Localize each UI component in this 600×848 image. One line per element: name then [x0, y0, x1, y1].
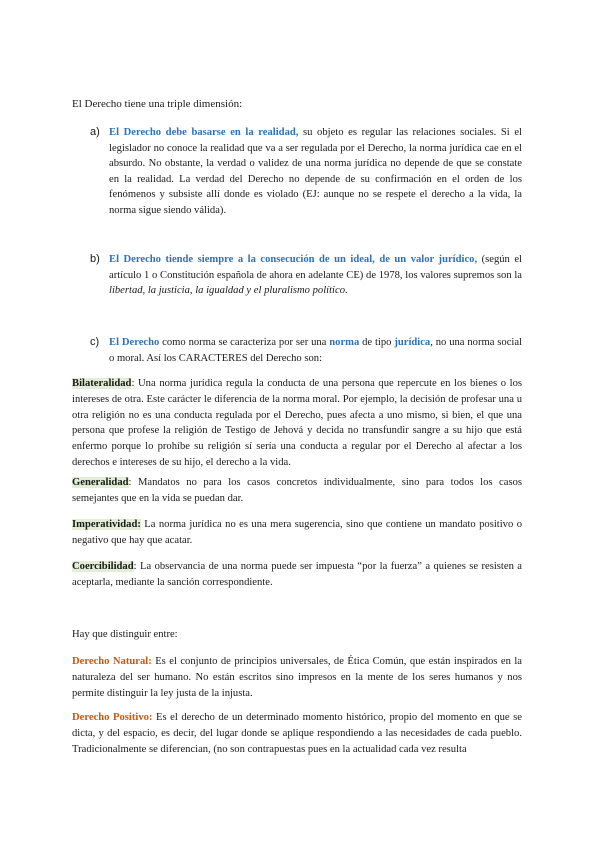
- intro-text: El Derecho tiene una triple dimensión:: [72, 98, 243, 110]
- list-marker: c): [90, 336, 100, 348]
- item-keyword: norma: [329, 337, 360, 348]
- item-text: (según el artículo 1 o Constitución española de ahora en adelante CE) de 1978, los valores supremos son la: [109, 254, 522, 281]
- distinguir-text: Hay que distinguir entre:: [72, 629, 178, 640]
- caracter-text: La norma jurídica no es una mera sugerencia, sino que contiene un mandato positivo o negativo que hay que acatar.: [72, 519, 522, 546]
- caracter-term: Generalidad: [72, 477, 129, 488]
- item-text: su objeto es regular las relaciones sociales. Si el legislador no conoce la realidad que va a ser regulada por el Derecho, la norma jurídica cae en el absurdo. No obstante, la verdad o validez de una norma jurídica no depende de que se constate en la realidad. La verdad del Derecho no depende de su confirmación en el orden de los fenómenos y subsiste allí donde es violado (EJ: aunque no se respete el derecho a la vida, la norma sigue siendo válida).: [109, 127, 522, 216]
- list-marker: a): [90, 126, 100, 138]
- list-item-b: [90, 252, 522, 299]
- tipo-term: Derecho Positivo:: [72, 712, 153, 723]
- tipo-text: Es el derecho de un determinado momento histórico, propio del momento en que se dicta, y del espacio, es decir, del lugar donde se aplique respondiendo a las necesidades de cada pueblo. Tradicionalmente se diferencian, (no son contrapuestas pues en la actualidad cada vez resulta: [72, 712, 523, 755]
- caracter-coercibilidad: [72, 559, 522, 591]
- item-lead: El Derecho debe basarse en la realidad,: [109, 127, 299, 138]
- caracter-imperatividad: [72, 517, 522, 549]
- item-lead: El Derecho tiende siempre a la consecución de un ideal, de un valor jurídico,: [109, 254, 478, 265]
- item-lead: El Derecho: [109, 337, 160, 348]
- caracter-term: Coercibilidad: [72, 561, 134, 572]
- item-end: .: [345, 285, 348, 297]
- item-text: como norma se caracteriza por ser una: [159, 337, 330, 348]
- derecho-positivo: [72, 710, 522, 757]
- caracter-term: Imperatividad:: [72, 519, 141, 530]
- item-text: de tipo: [359, 337, 395, 348]
- derecho-natural: [72, 654, 522, 701]
- list-item-a: [90, 125, 522, 219]
- caracter-bilateralidad: [72, 376, 522, 471]
- caracter-text: : Mandatos no para los casos concretos individualmente, sino para todos los casos semejantes que en la vida se puedan dar.: [72, 477, 522, 504]
- list-item-c: [90, 335, 522, 366]
- caracter-generalidad: [72, 475, 522, 507]
- caracter-text: : La observancia de una norma puede ser impuesta “por la fuerza” a quienes se resisten a aceptarla, mediante la sanción correspondiente.: [72, 561, 522, 588]
- list-marker: b): [90, 253, 100, 265]
- caracter-text: : Una norma jurídica regula la conducta de una persona que repercute en los bienes o los intereses de otra. Este carácter le diferencia de la norma moral. Por ejemplo, la decisión de profesar una u otra religión no es una conducta regulada por el Derecho, pues afecta a uno mismo, si bien, el que una persona que profese la religión de Testigo de Jehová y decida no transfundir sangre a su hijo que está enfermo porque lo prohíbe su religión sí sería una conducta a regular por el Derecho al afectar a los derechos e intereses de su hijo, el derecho a la vida.: [72, 378, 522, 468]
- tipo-term: Derecho Natural:: [72, 656, 152, 667]
- item-italic: libertad, la justicia, la igualdad y el pluralismo político: [109, 285, 345, 297]
- tipo-text: Es el conjunto de principios universales, de Ética Común, que están inspirados en la naturaleza del ser humano. No están escritos sino impresos en la mente de los seres humanos y nos permite distinguir la ley justa de la injusta.: [72, 656, 522, 699]
- item-keyword: jurídica: [394, 337, 431, 348]
- item-text: , no una norma social o moral. Así los CARACTERES del Derecho son:: [109, 337, 522, 364]
- caracter-term: Bilateralidad: [72, 378, 132, 389]
